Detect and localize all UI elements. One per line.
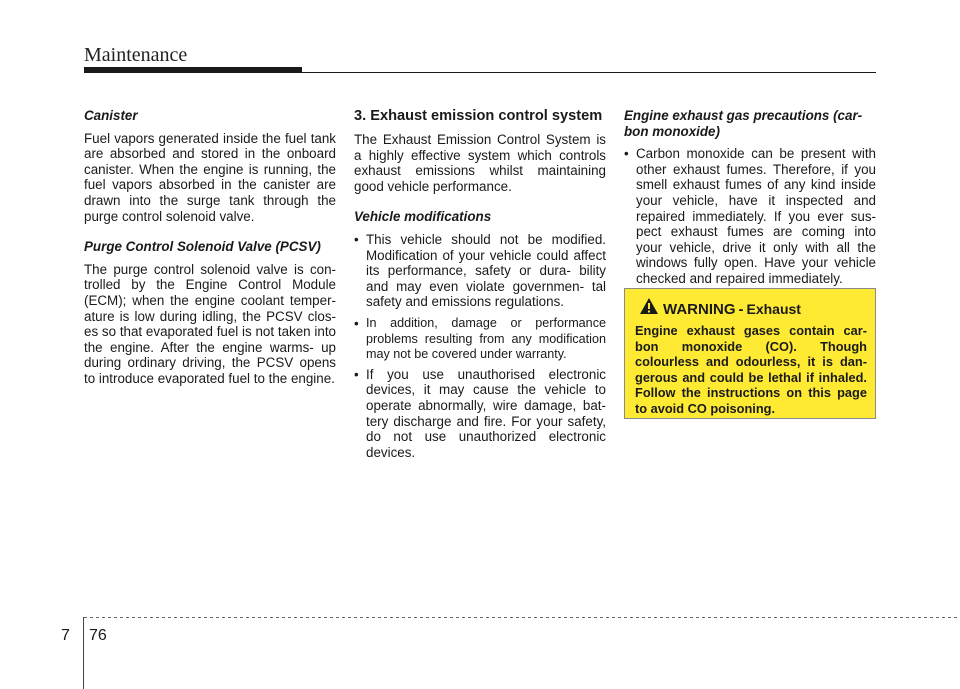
footer-divider — [83, 617, 84, 689]
column-2 — [354, 108, 606, 462]
header-bar — [84, 67, 302, 73]
list-item — [354, 367, 606, 461]
footer-rule — [84, 617, 960, 618]
pcsv-heading: Purge Control Solenoid Valve (PCSV) — [84, 239, 321, 255]
canister-heading: Canister — [84, 108, 138, 123]
continuation-text: • In addition, damage or performance problems resulting from any modification may not be covered under warranty. — [366, 315, 606, 362]
page-header-title: Maintenance — [84, 44, 188, 66]
list-item-text: If you use unauthorised electronic devices, it may cause the vehicle to operate abnormally, wire damage, bat- tery discharge and fire. For your safety, do not use unauthorized electronic devices. — [366, 366, 606, 460]
exhaust-section-heading: 3. Exhaust emission control system — [354, 108, 603, 124]
list-item-text: This vehicle should not be modified. Modification of your vehicle could affect its performance, safety or dura- bility and may even violate governmen- tal safety and emissions regulations. — [366, 231, 606, 310]
list-item — [624, 146, 876, 286]
warning-header — [663, 301, 801, 318]
modifications-heading: Vehicle modifications — [354, 209, 492, 225]
warning-text: Engine exhaust gases contain car- bon monoxide (CO). Though colourless and odourless, it is dan- gerous and could be lethal if inhaled. Follow the instructions on this page to avoid CO poisoning. — [635, 323, 867, 416]
column-3 — [624, 108, 876, 289]
list-item-continuation — [354, 316, 606, 363]
warning-dash: - — [738, 301, 744, 318]
warning-box — [624, 288, 876, 419]
exhaust-precautions-heading: Engine exhaust gas precautions (car- bon monoxide) — [624, 108, 863, 139]
chapter-number: 7 — [61, 627, 70, 644]
list-item — [354, 232, 606, 310]
pcsv-text: The purge control solenoid valve is con- trolled by the Engine Control Module (ECM); when the engine coolant temper- ature is low during idling, the PCSV clos- es so that evaporated fuel is not taken into the engine. After the engine warms- up during ordinary driving, the PCSV opens to introduce evaporated fuel to the engine. — [84, 261, 336, 386]
exhaust-intro: The Exhaust Emission Control System is a highly effective system which controls exhaust emissions whilst maintaining good vehicle performance. — [354, 132, 606, 194]
precautions-list — [624, 146, 876, 286]
warning-label: WARNING — [663, 301, 736, 318]
warning-subject: Exhaust — [746, 301, 801, 317]
header-rule — [300, 72, 876, 73]
column-1 — [84, 108, 336, 402]
modifications-list — [354, 232, 606, 460]
canister-text: Fuel vapors generated inside the fuel tank are absorbed and stored in the onboard canister. When the engine is running, the fuel vapors absorbed in the canister are drawn into the surge tank through the purge control solenoid valve. — [84, 130, 336, 224]
list-item-text: Carbon monoxide can be present with other exhaust fumes. Therefore, if you smell exhaust fumes of any kind inside your vehicle, have it inspected and repaired immediately. If you ever sus- pect exhaust fumes are coming into your vehicle, drive it only with all the windows fully open. Have your vehicle checked and repaired immediately. — [636, 146, 876, 286]
page-number: 76 — [89, 627, 107, 644]
warning-triangle-icon — [639, 297, 659, 315]
